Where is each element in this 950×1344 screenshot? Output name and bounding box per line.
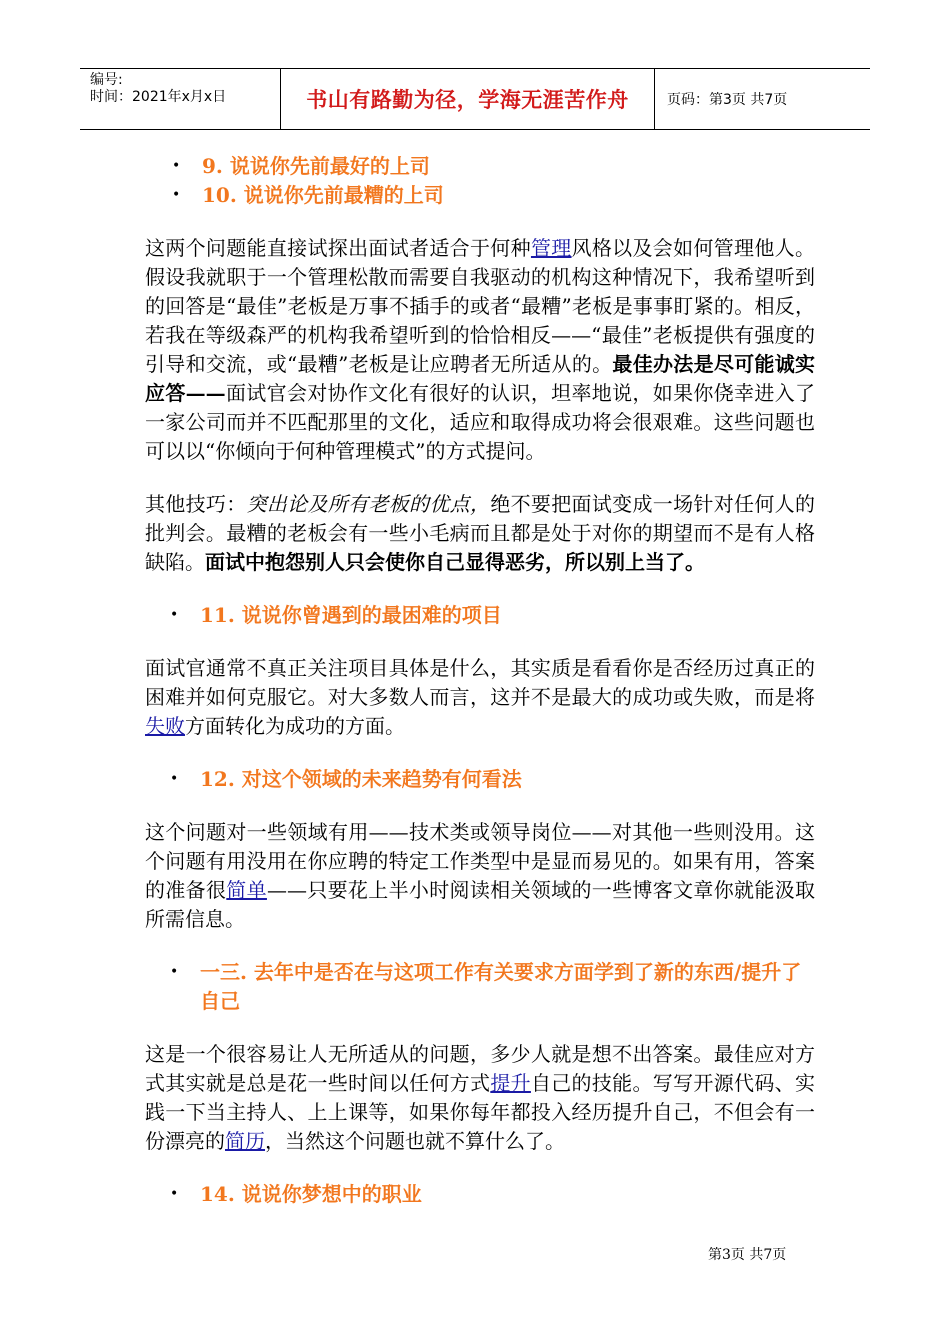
text-run: 方面转化为成功的方面。	[185, 714, 405, 738]
motto: 书山有路勤为径，学海无涯苦作舟	[306, 87, 629, 112]
question-text: 10. 说说你先前最糟的上司	[202, 183, 444, 207]
paragraph-tips	[145, 490, 815, 577]
text-run: 风格以及会如何管理他人。假设我就职于一个管理松散而需要自我驱动的机构这种情况下，我希望听到的回答是“最佳”老板是万事不插手的或者“最糟”老板是事事盯紧的。相反，若我在等级森严的机构我希望听到的恰恰相反——“最佳”老板提供有强度的引导和交流，或“最糟”老板是让应聘者无所适从的。	[145, 236, 815, 376]
question-item-10	[145, 181, 815, 210]
bullet-icon: •	[170, 964, 179, 980]
text-run: 这是一个很容易让人无所适从的问题，多少人就是想不出答案。最佳应对方式其实就是总是花一些时间以任何方式	[145, 1042, 815, 1095]
text-run: 面试官通常不真正关注项目具体是什么，其实质是看看你是否经历过真正的困难并如何克服它。对大多数人而言，这并不是最大的成功或失败，而是将	[145, 656, 815, 709]
number-label: 编号:	[90, 72, 123, 88]
header-motto-cell	[281, 69, 655, 129]
paragraph-learning	[145, 1040, 815, 1156]
bullet-icon: •	[172, 187, 181, 203]
text-run: 面试官会对协作文化有很好的认识，坦率地说，如果你侥幸进入了一家公司而并不匹配那里的文化，适应和取得成功将会很艰难。这些问题也可以以“你倾向于何种管理模式”的方式提问。	[145, 381, 816, 463]
bullet-icon: •	[172, 158, 181, 174]
text-run: ，当然这个问题也就不算什么了。	[265, 1129, 565, 1153]
page-footer: 第3页 共7页	[708, 1247, 787, 1263]
bold-text: 面试中抱怨别人只会使你自己显得恶劣，所以别上当了。	[205, 550, 705, 574]
link-simple[interactable]: 简单	[226, 878, 267, 902]
question-item-9	[145, 152, 815, 181]
paragraph-boss	[145, 234, 815, 466]
question-item-12	[143, 765, 815, 794]
bullet-icon: •	[170, 1186, 179, 1202]
text-run: 绝不要把面试变成一场针对任何人的批判会。最糟的老板会有一些小毛病而且都是处于对你的期望而不是有人格缺陷。	[145, 492, 815, 574]
text-run: 其他技巧：	[145, 492, 247, 516]
bold-text: 最佳办法是尽可能诚实应答——	[145, 352, 816, 405]
time-label: 时间：2021年x月x日	[90, 89, 227, 105]
link-management[interactable]: 管理	[530, 236, 572, 260]
text-run: ——只要花上半小时阅读相关领域的一些博客文章你就能汲取所需信息。	[145, 878, 816, 931]
question-text: 一三. 去年中是否在与这项工作有关要求方面学到了新的东西/提升了自己	[200, 960, 802, 1013]
question-text: 12. 对这个领域的未来趋势有何看法	[200, 767, 522, 791]
bullet-icon: •	[170, 607, 179, 623]
question-list-14	[145, 1180, 815, 1209]
italic-text: 突出论及所有老板的优点，	[246, 492, 491, 516]
question-list-11	[145, 601, 815, 630]
text-run: 这两个问题能直接试探出面试者适合于何种	[145, 236, 531, 260]
question-text: 14. 说说你梦想中的职业	[200, 1182, 422, 1206]
link-resume[interactable]: 简历	[225, 1129, 265, 1153]
question-list-13	[145, 958, 815, 1016]
question-list-12	[145, 765, 815, 794]
question-text: 11. 说说你曾遇到的最困难的项目	[200, 603, 502, 627]
question-item-14	[143, 1180, 815, 1209]
bullet-icon: •	[170, 771, 179, 787]
question-text: 9. 说说你先前最好的上司	[202, 154, 430, 178]
text-run: 自己的技能。写写开源代码、实践一下当主持人、上上课等，如果你每年都投入经历提升自己，不但会有一份漂亮的	[145, 1071, 815, 1153]
document-body	[145, 152, 815, 1233]
question-list-9-10	[145, 152, 815, 210]
paragraph-trends	[145, 818, 815, 934]
question-item-11	[143, 601, 815, 630]
link-improve[interactable]: 提升	[490, 1071, 531, 1095]
header-meta	[80, 69, 281, 129]
question-item-13	[143, 958, 815, 1016]
page-header	[80, 68, 870, 130]
text-run: 这个问题对一些领域有用——技术类或领导岗位——对其他一些则没用。这个问题有用没用在你应聘的特定工作类型中是显而易见的。如果有用，答案的准备很	[145, 820, 815, 902]
paragraph-project	[145, 654, 815, 741]
header-page-cell	[655, 69, 870, 129]
page-info: 页码：第3页 共7页	[667, 92, 788, 108]
link-failure[interactable]: 失败	[145, 714, 185, 738]
